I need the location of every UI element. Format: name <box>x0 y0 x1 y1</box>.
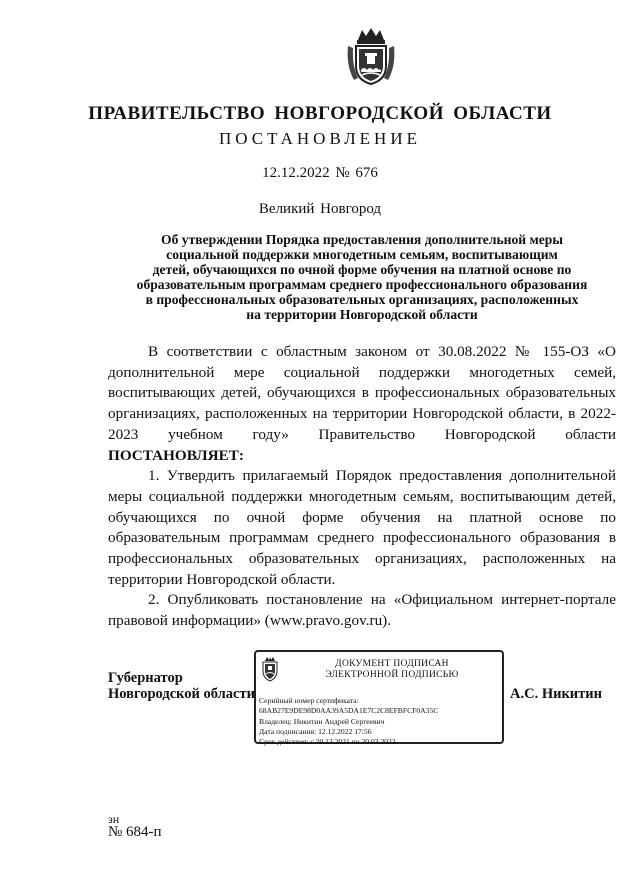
electronic-signature-stamp <box>254 650 504 747</box>
signatory-name: А.С. Никитин <box>510 686 602 702</box>
coat-of-arms-icon <box>344 26 398 88</box>
position-line: Губернатор <box>108 670 183 686</box>
title-line: социальной поддержки многодетным семьям, воспитывающим <box>166 247 558 262</box>
organization-title: ПРАВИТЕЛЬСТВО НОВГОРОДСКОЙ ОБЛАСТИ <box>88 103 552 124</box>
preamble-text: В соответствии с областным законом от 30.08.2022 № 155-ОЗ «О дополнительной мере социальной поддержки многодетных семей, воспитывающих детей, обучающихся в профессиональных образовательных организациях, расположенных на территории Новгородской области, в 2022-2023 учебном году» Правительство Новгородской области <box>108 343 616 443</box>
certificate-owner: Владелец: Никитин Андрей Сергеевич <box>259 716 385 726</box>
stamp-heading <box>286 659 498 681</box>
city: Великий Новгород <box>258 201 382 217</box>
serial-label: Серийный номер сертификата: <box>259 696 359 705</box>
title-line: на территории Новгородской области <box>246 307 478 322</box>
position-line: Новгородской области <box>108 686 255 702</box>
date-number: 12.12.2022 № 676 <box>262 165 378 181</box>
signing-date: Дата подписания: 12.12.2022 17:56 <box>259 726 372 736</box>
internal-number: № 684-п <box>108 824 162 840</box>
signatory-position <box>108 670 255 702</box>
stamp-heading-line: ЭЛЕКТРОННОЙ ПОДПИСЬЮ <box>325 670 459 680</box>
document-body <box>108 342 616 632</box>
title-line: образовательным программам среднего профессионального образования <box>136 277 588 292</box>
executor-initials: зн <box>108 812 120 826</box>
stamp-heading-line: ДОКУМЕНТ ПОДПИСАН <box>335 659 449 669</box>
serial-number: 68AB27E9DE98D0AA39A5DA1E7C2C8EFBFCF0A35C <box>259 706 439 716</box>
item-2-paragraph: 2. Опубликовать постановление на «Официальном интернет-портале правовой информации» (www.pravo.gov.ru). <box>108 591 616 630</box>
resolves-keyword: ПОСТАНОВЛЯЕТ: <box>108 446 244 464</box>
title-line: детей, обучающихся по очной форме обучения на платной основе по <box>152 262 572 277</box>
document-title <box>108 232 616 322</box>
title-line: в профессиональных образовательных организациях, расположенных <box>145 292 579 307</box>
title-line: Об утверждении Порядка предоставления дополнительной меры <box>161 232 563 247</box>
footer <box>108 813 162 839</box>
document-type: ПОСТАНОВЛЕНИЕ <box>218 129 421 148</box>
validity-period: Срок действия: с 20.12.2021 по 20.03.2023 <box>259 737 396 747</box>
stamp-details <box>259 696 503 747</box>
preamble-paragraph <box>108 342 616 466</box>
coat-of-arms-icon <box>259 656 281 682</box>
item-1-paragraph: 1. Утвердить прилагаемый Порядок предоставления дополнительной меры социальной поддержки многодетным семьям, воспитывающим детей, обучающихся по очной форме обучения на платной основе по образовательным программам среднего профессионального образования в профессиональных образовательных организациях, расположенных на территории Новгородской области. <box>108 467 616 588</box>
